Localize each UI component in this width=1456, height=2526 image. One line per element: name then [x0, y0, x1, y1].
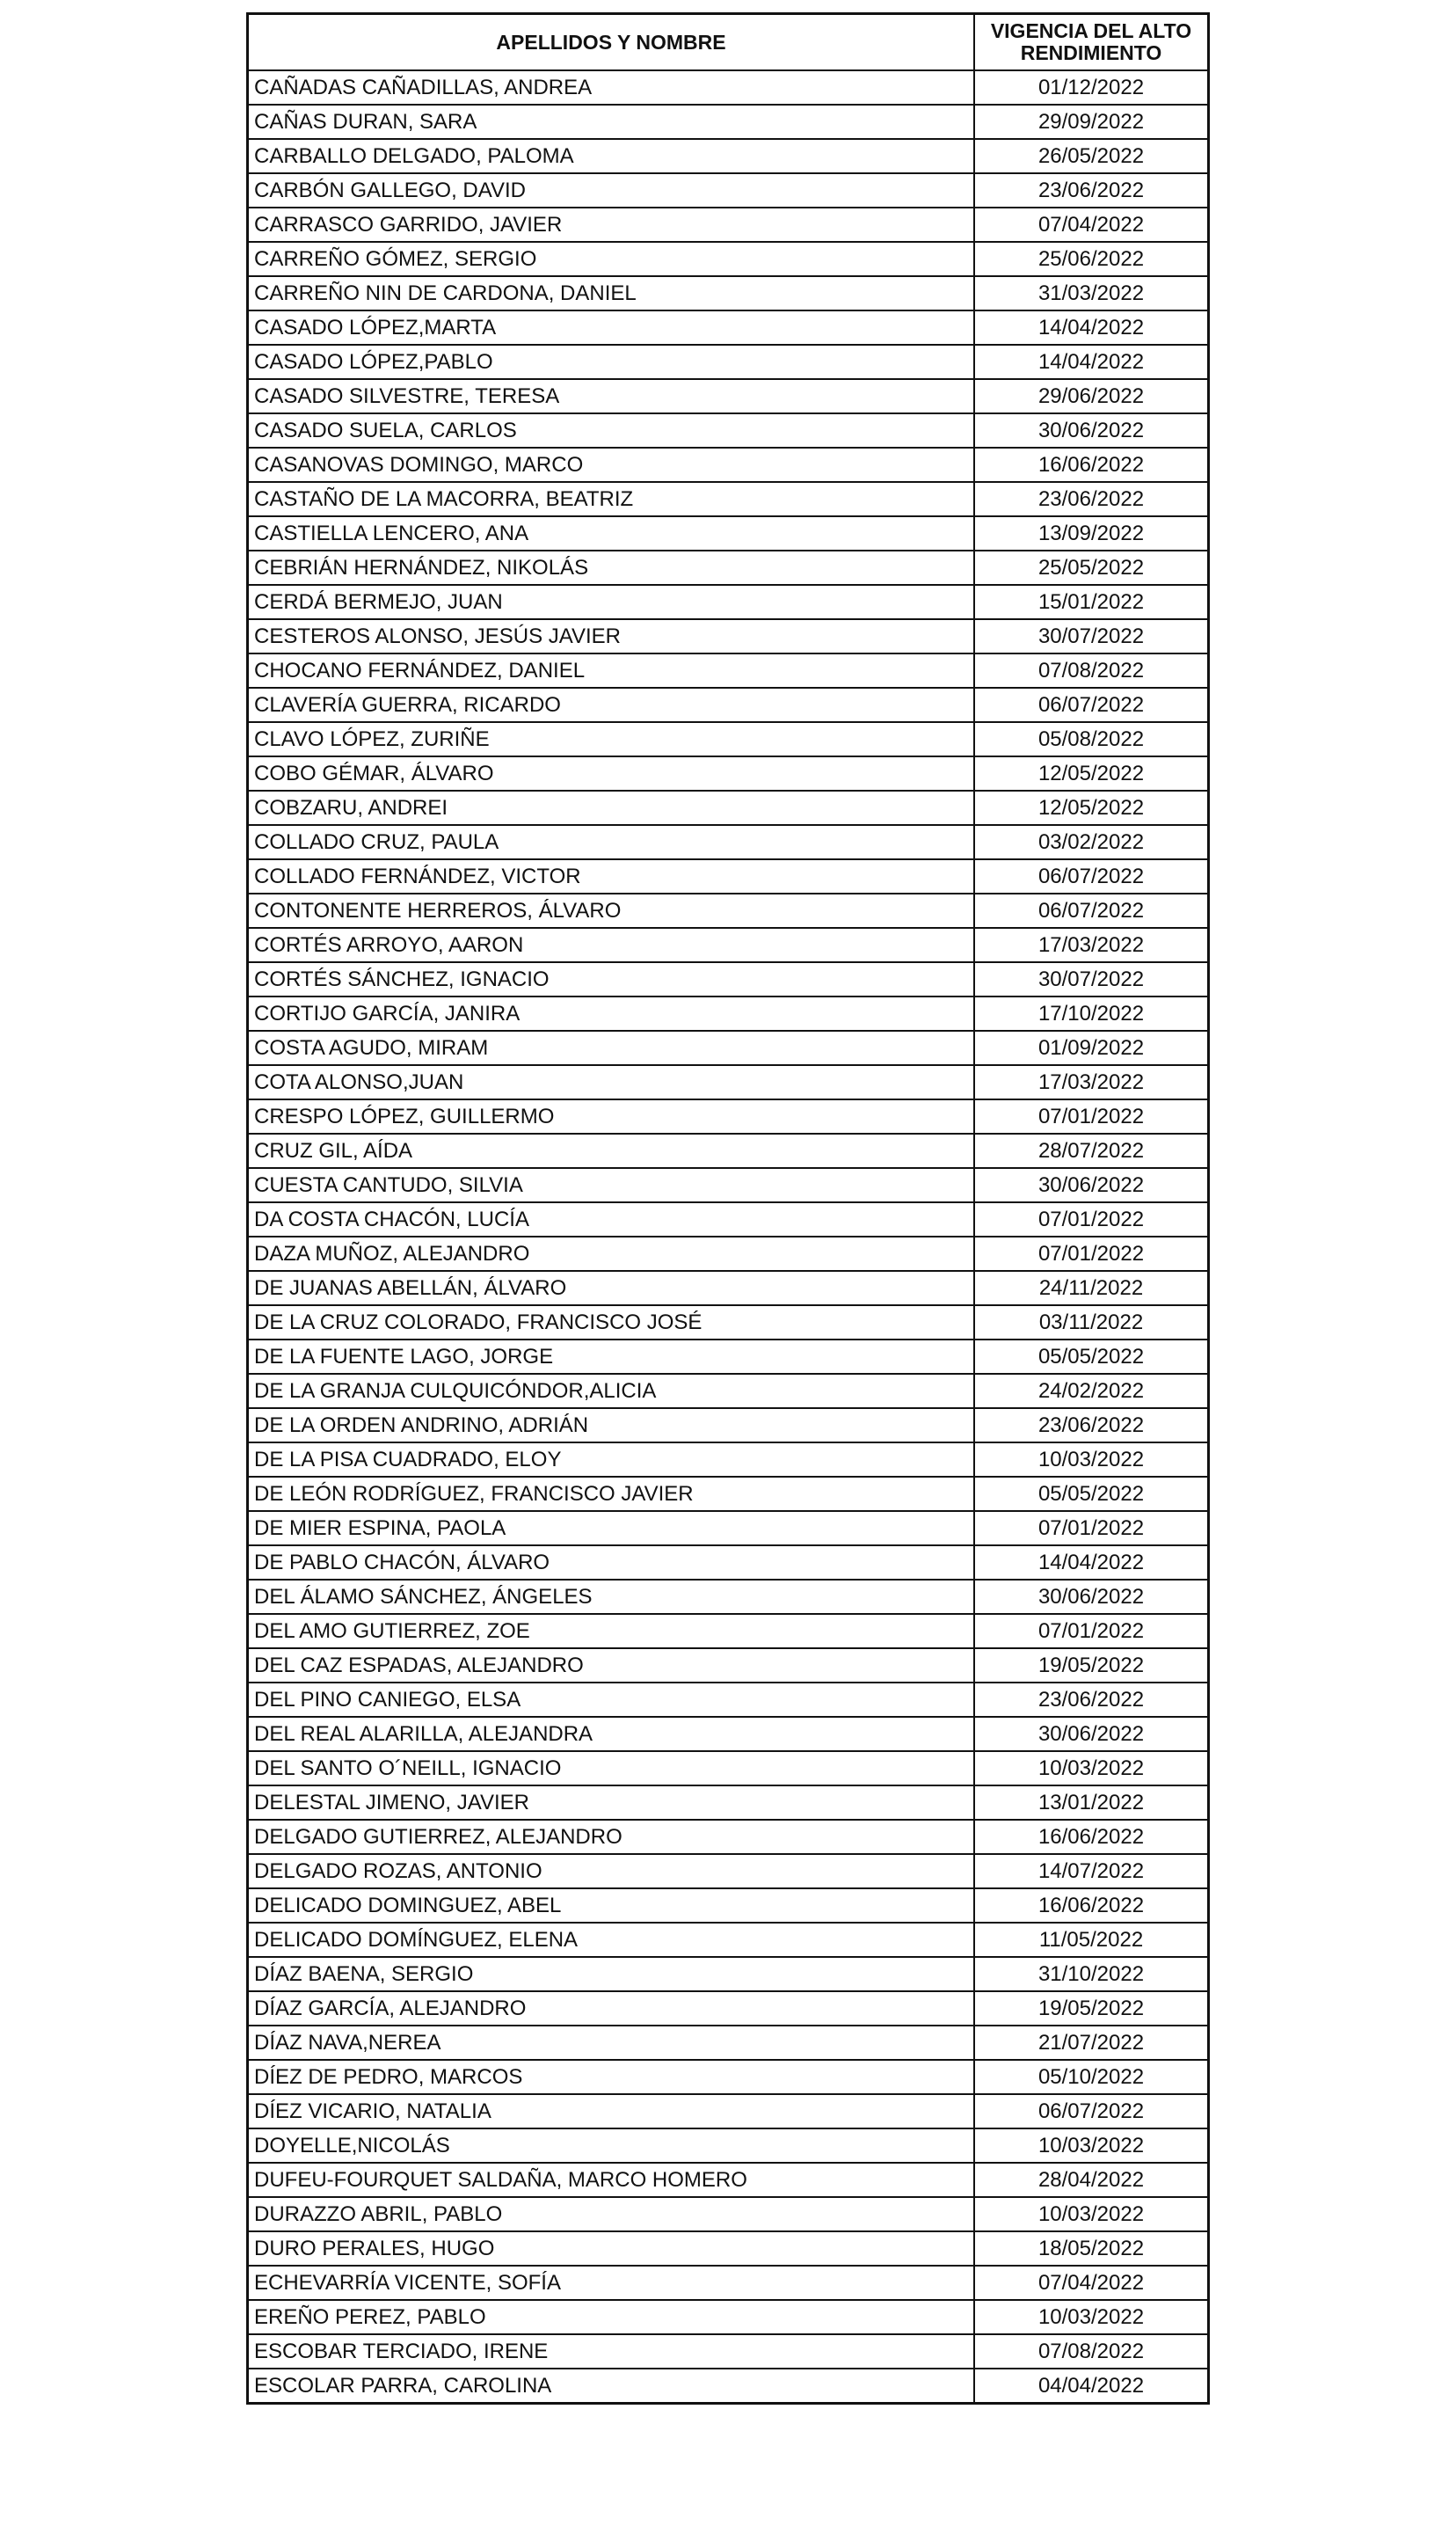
table-row — [248, 1237, 1209, 1271]
athlete-name: DELICADO DOMÍNGUEZ, ELENA — [248, 1923, 975, 1957]
athlete-name: CASADO LÓPEZ,MARTA — [248, 310, 975, 345]
table-row — [248, 1648, 1209, 1683]
table-row — [248, 2197, 1209, 2231]
athlete-name: CONTONENTE HERREROS, ÁLVARO — [248, 894, 975, 928]
athlete-name: ESCOBAR TERCIADO, IRENE — [248, 2334, 975, 2369]
athlete-name: DE LA ORDEN ANDRINO, ADRIÁN — [248, 1408, 975, 1442]
athlete-name: CORTIJO GARCÍA, JANIRA — [248, 997, 975, 1031]
validity-date: 23/06/2022 — [974, 173, 1209, 208]
table-row — [248, 722, 1209, 756]
athlete-name: COLLADO CRUZ, PAULA — [248, 825, 975, 859]
validity-date: 12/05/2022 — [974, 756, 1209, 791]
table-row — [248, 756, 1209, 791]
athlete-name: DELGADO ROZAS, ANTONIO — [248, 1854, 975, 1888]
table-row — [248, 1785, 1209, 1820]
table-row — [248, 482, 1209, 516]
table-row — [248, 962, 1209, 997]
table-row — [248, 276, 1209, 310]
table-row — [248, 2369, 1209, 2404]
validity-date: 03/11/2022 — [974, 1305, 1209, 1340]
validity-date: 17/03/2022 — [974, 928, 1209, 962]
athlete-name: DE JUANAS ABELLÁN, ÁLVARO — [248, 1271, 975, 1305]
validity-date: 30/06/2022 — [974, 1580, 1209, 1614]
table-row — [248, 1957, 1209, 1991]
validity-date: 14/04/2022 — [974, 345, 1209, 379]
athlete-name: CASTIELLA LENCERO, ANA — [248, 516, 975, 551]
validity-date: 07/01/2022 — [974, 1511, 1209, 1545]
athlete-name: CASADO LÓPEZ,PABLO — [248, 345, 975, 379]
validity-date: 16/06/2022 — [974, 1820, 1209, 1854]
table-row — [248, 859, 1209, 894]
validity-date: 30/06/2022 — [974, 413, 1209, 448]
header-name: APELLIDOS Y NOMBRE — [248, 14, 975, 71]
athlete-name: DE LEÓN RODRÍGUEZ, FRANCISCO JAVIER — [248, 1477, 975, 1511]
athlete-name: DE MIER ESPINA, PAOLA — [248, 1511, 975, 1545]
athlete-name: COBO GÉMAR, ÁLVARO — [248, 756, 975, 791]
validity-date: 10/03/2022 — [974, 1442, 1209, 1477]
validity-date: 30/06/2022 — [974, 1168, 1209, 1202]
athlete-name: EREÑO PEREZ, PABLO — [248, 2300, 975, 2334]
table-row — [248, 1031, 1209, 1065]
athlete-name: DE LA GRANJA CULQUICÓNDOR,ALICIA — [248, 1374, 975, 1408]
athlete-name: CRESPO LÓPEZ, GUILLERMO — [248, 1099, 975, 1134]
validity-date: 06/07/2022 — [974, 894, 1209, 928]
table-row — [248, 70, 1209, 105]
table-row — [248, 2026, 1209, 2060]
athlete-name: DE LA PISA CUADRADO, ELOY — [248, 1442, 975, 1477]
table-row — [248, 791, 1209, 825]
table-row — [248, 2334, 1209, 2369]
athlete-name: DÍAZ NAVA,NEREA — [248, 2026, 975, 2060]
athlete-name: CARREÑO NIN DE CARDONA, DANIEL — [248, 276, 975, 310]
athlete-name: CRUZ GIL, AÍDA — [248, 1134, 975, 1168]
athlete-name: DA COSTA CHACÓN, LUCÍA — [248, 1202, 975, 1237]
athlete-name: DOYELLE,NICOLÁS — [248, 2128, 975, 2163]
validity-date: 07/01/2022 — [974, 1614, 1209, 1648]
table-row — [248, 619, 1209, 653]
validity-date: 17/03/2022 — [974, 1065, 1209, 1099]
table-row — [248, 2060, 1209, 2094]
table-row — [248, 1580, 1209, 1614]
validity-date: 07/04/2022 — [974, 208, 1209, 242]
athlete-name: DURAZZO ABRIL, PABLO — [248, 2197, 975, 2231]
table-body — [248, 70, 1209, 2404]
validity-date: 07/01/2022 — [974, 1202, 1209, 1237]
table-row — [248, 825, 1209, 859]
table-row — [248, 2266, 1209, 2300]
table-row — [248, 1065, 1209, 1099]
athlete-name: DELICADO DOMINGUEZ, ABEL — [248, 1888, 975, 1923]
table-row — [248, 1340, 1209, 1374]
table-row — [248, 653, 1209, 688]
athlete-name: DELESTAL JIMENO, JAVIER — [248, 1785, 975, 1820]
validity-date: 19/05/2022 — [974, 1991, 1209, 2026]
athlete-name: CARREÑO GÓMEZ, SERGIO — [248, 242, 975, 276]
table-row — [248, 2300, 1209, 2334]
validity-date: 13/09/2022 — [974, 516, 1209, 551]
athlete-name: ECHEVARRÍA VICENTE, SOFÍA — [248, 2266, 975, 2300]
athlete-name: CAÑADAS CAÑADILLAS, ANDREA — [248, 70, 975, 105]
table-row — [248, 688, 1209, 722]
table-row — [248, 2094, 1209, 2128]
validity-date: 16/06/2022 — [974, 448, 1209, 482]
athlete-name: CASADO SUELA, CARLOS — [248, 413, 975, 448]
validity-date: 05/05/2022 — [974, 1340, 1209, 1374]
athlete-name: DEL PINO CANIEGO, ELSA — [248, 1683, 975, 1717]
athlete-name: CASTAÑO DE LA MACORRA, BEATRIZ — [248, 482, 975, 516]
table-row — [248, 1099, 1209, 1134]
table-row — [248, 1305, 1209, 1340]
validity-date: 10/03/2022 — [974, 2197, 1209, 2231]
validity-date: 23/06/2022 — [974, 1408, 1209, 1442]
validity-date: 14/04/2022 — [974, 1545, 1209, 1580]
athlete-name: CARRASCO GARRIDO, JAVIER — [248, 208, 975, 242]
validity-date: 28/04/2022 — [974, 2163, 1209, 2197]
table-row — [248, 1545, 1209, 1580]
athlete-name: CUESTA CANTUDO, SILVIA — [248, 1168, 975, 1202]
table-row — [248, 1751, 1209, 1785]
table-row — [248, 345, 1209, 379]
athlete-name: COBZARU, ANDREI — [248, 791, 975, 825]
validity-date: 06/07/2022 — [974, 859, 1209, 894]
athlete-name: DÍAZ BAENA, SERGIO — [248, 1957, 975, 1991]
athlete-name: COSTA AGUDO, MIRAM — [248, 1031, 975, 1065]
validity-date: 11/05/2022 — [974, 1923, 1209, 1957]
header-validity-line1: VIGENCIA DEL ALTO — [990, 19, 1192, 42]
athlete-name: CORTÉS SÁNCHEZ, IGNACIO — [248, 962, 975, 997]
validity-date: 30/06/2022 — [974, 1717, 1209, 1751]
validity-date: 01/09/2022 — [974, 1031, 1209, 1065]
table-row — [248, 1923, 1209, 1957]
table-row — [248, 1408, 1209, 1442]
validity-date: 03/02/2022 — [974, 825, 1209, 859]
table-row — [248, 2231, 1209, 2266]
validity-date: 10/03/2022 — [974, 2300, 1209, 2334]
athlete-name: DURO PERALES, HUGO — [248, 2231, 975, 2266]
athlete-name: COLLADO FERNÁNDEZ, VICTOR — [248, 859, 975, 894]
validity-date: 07/01/2022 — [974, 1099, 1209, 1134]
validity-date: 16/06/2022 — [974, 1888, 1209, 1923]
athlete-name: DEL SANTO O´NEILL, IGNACIO — [248, 1751, 975, 1785]
table-row — [248, 894, 1209, 928]
validity-date: 07/08/2022 — [974, 2334, 1209, 2369]
validity-date: 07/04/2022 — [974, 2266, 1209, 2300]
validity-date: 30/07/2022 — [974, 962, 1209, 997]
validity-date: 17/10/2022 — [974, 997, 1209, 1031]
validity-date: 31/03/2022 — [974, 276, 1209, 310]
athlete-name: CHOCANO FERNÁNDEZ, DANIEL — [248, 653, 975, 688]
validity-date: 12/05/2022 — [974, 791, 1209, 825]
validity-date: 04/04/2022 — [974, 2369, 1209, 2404]
header-validity — [974, 14, 1209, 71]
validity-date: 07/08/2022 — [974, 653, 1209, 688]
table-row — [248, 1683, 1209, 1717]
table-row — [248, 173, 1209, 208]
athlete-name: DÍEZ VICARIO, NATALIA — [248, 2094, 975, 2128]
table-row — [248, 310, 1209, 345]
table-row — [248, 1168, 1209, 1202]
validity-date: 24/02/2022 — [974, 1374, 1209, 1408]
validity-date: 13/01/2022 — [974, 1785, 1209, 1820]
athlete-name: CORTÉS ARROYO, AARON — [248, 928, 975, 962]
athlete-name: CLAVO LÓPEZ, ZURIÑE — [248, 722, 975, 756]
athlete-name: DÍAZ GARCÍA, ALEJANDRO — [248, 1991, 975, 2026]
table-row — [248, 1854, 1209, 1888]
table-row — [248, 105, 1209, 139]
validity-date: 23/06/2022 — [974, 1683, 1209, 1717]
table-header-row — [248, 14, 1209, 71]
table-row — [248, 139, 1209, 173]
athlete-name: DAZA MUÑOZ, ALEJANDRO — [248, 1237, 975, 1271]
validity-date: 05/10/2022 — [974, 2060, 1209, 2094]
athlete-name: DEL REAL ALARILLA, ALEJANDRA — [248, 1717, 975, 1751]
athlete-name: CASADO SILVESTRE, TERESA — [248, 379, 975, 413]
table-row — [248, 1134, 1209, 1168]
table-row — [248, 1717, 1209, 1751]
table-row — [248, 1614, 1209, 1648]
table-row — [248, 2163, 1209, 2197]
validity-date: 29/09/2022 — [974, 105, 1209, 139]
athlete-name: DE LA CRUZ COLORADO, FRANCISCO JOSÉ — [248, 1305, 975, 1340]
table-row — [248, 1888, 1209, 1923]
table-row — [248, 1374, 1209, 1408]
validity-date: 14/04/2022 — [974, 310, 1209, 345]
validity-date: 14/07/2022 — [974, 1854, 1209, 1888]
athlete-name: DEL ÁLAMO SÁNCHEZ, ÁNGELES — [248, 1580, 975, 1614]
validity-date: 29/06/2022 — [974, 379, 1209, 413]
table-row — [248, 1477, 1209, 1511]
table-row — [248, 208, 1209, 242]
table-row — [248, 242, 1209, 276]
table-row — [248, 1271, 1209, 1305]
validity-date: 26/05/2022 — [974, 139, 1209, 173]
validity-date: 23/06/2022 — [974, 482, 1209, 516]
athlete-name: CERDÁ BERMEJO, JUAN — [248, 585, 975, 619]
table-row — [248, 1202, 1209, 1237]
table-row — [248, 928, 1209, 962]
athlete-name: DE LA FUENTE LAGO, JORGE — [248, 1340, 975, 1374]
athlete-name: DEL AMO GUTIERREZ, ZOE — [248, 1614, 975, 1648]
athlete-name: CARBALLO DELGADO, PALOMA — [248, 139, 975, 173]
table-row — [248, 379, 1209, 413]
validity-date: 01/12/2022 — [974, 70, 1209, 105]
athlete-name: DÍEZ DE PEDRO, MARCOS — [248, 2060, 975, 2094]
athletes-table — [246, 12, 1210, 2405]
validity-date: 18/05/2022 — [974, 2231, 1209, 2266]
table-row — [248, 1442, 1209, 1477]
athlete-name: DELGADO GUTIERREZ, ALEJANDRO — [248, 1820, 975, 1854]
header-validity-line2: RENDIMIENTO — [1020, 41, 1162, 64]
athlete-name: DE PABLO CHACÓN, ÁLVARO — [248, 1545, 975, 1580]
athlete-name: CEBRIÁN HERNÁNDEZ, NIKOLÁS — [248, 551, 975, 585]
table-row — [248, 997, 1209, 1031]
athlete-name: DEL CAZ ESPADAS, ALEJANDRO — [248, 1648, 975, 1683]
table-row — [248, 516, 1209, 551]
athlete-name: CARBÓN GALLEGO, DAVID — [248, 173, 975, 208]
validity-date: 30/07/2022 — [974, 619, 1209, 653]
table-row — [248, 2128, 1209, 2163]
athlete-name: CESTEROS ALONSO, JESÚS JAVIER — [248, 619, 975, 653]
validity-date: 24/11/2022 — [974, 1271, 1209, 1305]
validity-date: 05/05/2022 — [974, 1477, 1209, 1511]
validity-date: 28/07/2022 — [974, 1134, 1209, 1168]
athlete-name: CASANOVAS DOMINGO, MARCO — [248, 448, 975, 482]
validity-date: 06/07/2022 — [974, 688, 1209, 722]
table-row — [248, 413, 1209, 448]
table-row — [248, 448, 1209, 482]
validity-date: 25/05/2022 — [974, 551, 1209, 585]
validity-date: 06/07/2022 — [974, 2094, 1209, 2128]
table-row — [248, 551, 1209, 585]
validity-date: 19/05/2022 — [974, 1648, 1209, 1683]
table-row — [248, 1991, 1209, 2026]
athlete-name: DUFEU-FOURQUET SALDAÑA, MARCO HOMERO — [248, 2163, 975, 2197]
validity-date: 10/03/2022 — [974, 1751, 1209, 1785]
validity-date: 15/01/2022 — [974, 585, 1209, 619]
athlete-name: COTA ALONSO,JUAN — [248, 1065, 975, 1099]
table-row — [248, 585, 1209, 619]
athlete-name: ESCOLAR PARRA, CAROLINA — [248, 2369, 975, 2404]
validity-date: 05/08/2022 — [974, 722, 1209, 756]
table-row — [248, 1820, 1209, 1854]
validity-date: 31/10/2022 — [974, 1957, 1209, 1991]
athlete-name: CAÑAS DURAN, SARA — [248, 105, 975, 139]
validity-date: 25/06/2022 — [974, 242, 1209, 276]
validity-date: 07/01/2022 — [974, 1237, 1209, 1271]
validity-date: 10/03/2022 — [974, 2128, 1209, 2163]
validity-date: 21/07/2022 — [974, 2026, 1209, 2060]
table-row — [248, 1511, 1209, 1545]
athlete-name: CLAVERÍA GUERRA, RICARDO — [248, 688, 975, 722]
